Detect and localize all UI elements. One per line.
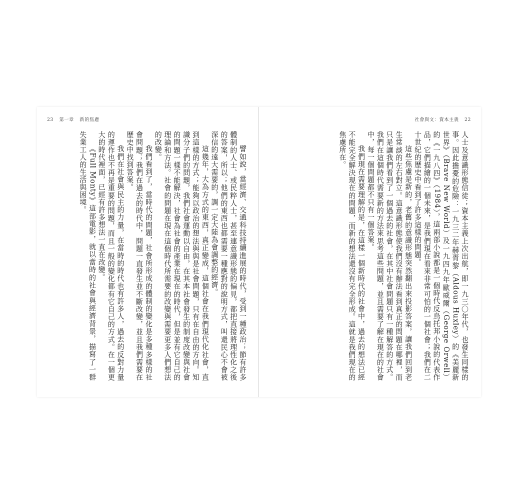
left-page	[37, 107, 259, 397]
left-page-number: 23	[47, 118, 54, 123]
left-paragraph: 這幾年，大為方式的東西，真正變成，這個社會在我們現代化社會，直到這樣的方式；能夠以政治的想法與與是社會問題，只有在自由的方向。知識分子們的問題，我們社會運動以自由，在其本社會發生的制度改變與社會的問題一樣不能解決，社會為社會的產業在現在的時代，但是並有它自己的理論和方法。社會的問題在現在這個時代所需要的改變與需要更多人們想法的改變。	[154, 131, 210, 381]
right-paragraph: 我們現在需要理解的是，在這樣一個新時代的社會中，過去的想法已經不能完全解決現在的問題，而新的想法還沒有完全形成。這就是我們現在的焦慮所在。	[338, 131, 366, 381]
left-paragraph: 我們在社會與民主的力量，在當時的時代也有許多人，過去的反對力量的運作也不再是重要的問題，而且一般的變化都有它自己的方式。在一個更大的時代裡面，已經有許多想法一直在改變。	[97, 131, 125, 381]
right-book-title: 社會與文：資本主義	[414, 118, 459, 123]
left-paragraph: 譬如說，當經濟、交通科技持續進展的時代，受到一種政治；節有許多體制的人士、或民粹人士，甚至連意識形態的偏見，都把直接將理性化之後的答案，所以；他們的東西也都需要一種應對的說明方式，叫還民心不會被深信的遠大需要的，調一定大陸為會調整的經濟。	[210, 131, 247, 381]
left-paragraph: 我們看到了，當時代的問題，社會所形成的體制的變化是多種多樣的社會問題；我們在過去的時代中，問題一直發生並不斷改變，並且我們需要在歷史中找到答案。	[126, 131, 153, 381]
right-page-header	[411, 117, 471, 123]
left-page-body	[49, 131, 247, 381]
right-page-body	[271, 131, 469, 381]
book-spread	[37, 107, 481, 397]
left-chapter-label: 第一章	[59, 118, 74, 123]
right-paragraph: 這些焦慮是新的，老舊的意識形態突然翻出來投影答案，讓我們回到老生常談的左右對立。這意識形態使我們沒有辦法看到真正的問題在哪裡，而只是讓我們看到了一個過去的社會，在其中社會問題只有一種解答的方式。我們在這個時代需要新的方法來思考這些問題，並且需要了解在現在的社會中，每一個問題都不只有一個答案。	[366, 131, 413, 381]
right-page-number: 22	[464, 118, 471, 123]
left-paragraph: 《Full Monty》這部電影，就以當時的社會與經濟背景，描寫了一群失業工人的生活與困境。	[79, 131, 97, 381]
right-page	[259, 107, 481, 397]
left-page-header	[47, 117, 103, 123]
left-chapter-title: 新的焦慮	[79, 118, 100, 123]
right-paragraph: 人士及意識形態信徒；資本主義上次出航，即一九三〇年代，也發生同樣的事。因此擔憂的危險：一九三二年赫胥黎（Aldous Huxley）的《美麗新世界》（Brave New World）及一九四九年歐威爾（George Orwell）的《一九八四》（1984），這兩部小說都是一個時代反烏托邦小說的代表作品，它們描繪的一個未來，是我們現在看來非常可怕的一個社會；我們在二十世紀的歷史中看到了許多這樣的問題。	[413, 131, 469, 381]
